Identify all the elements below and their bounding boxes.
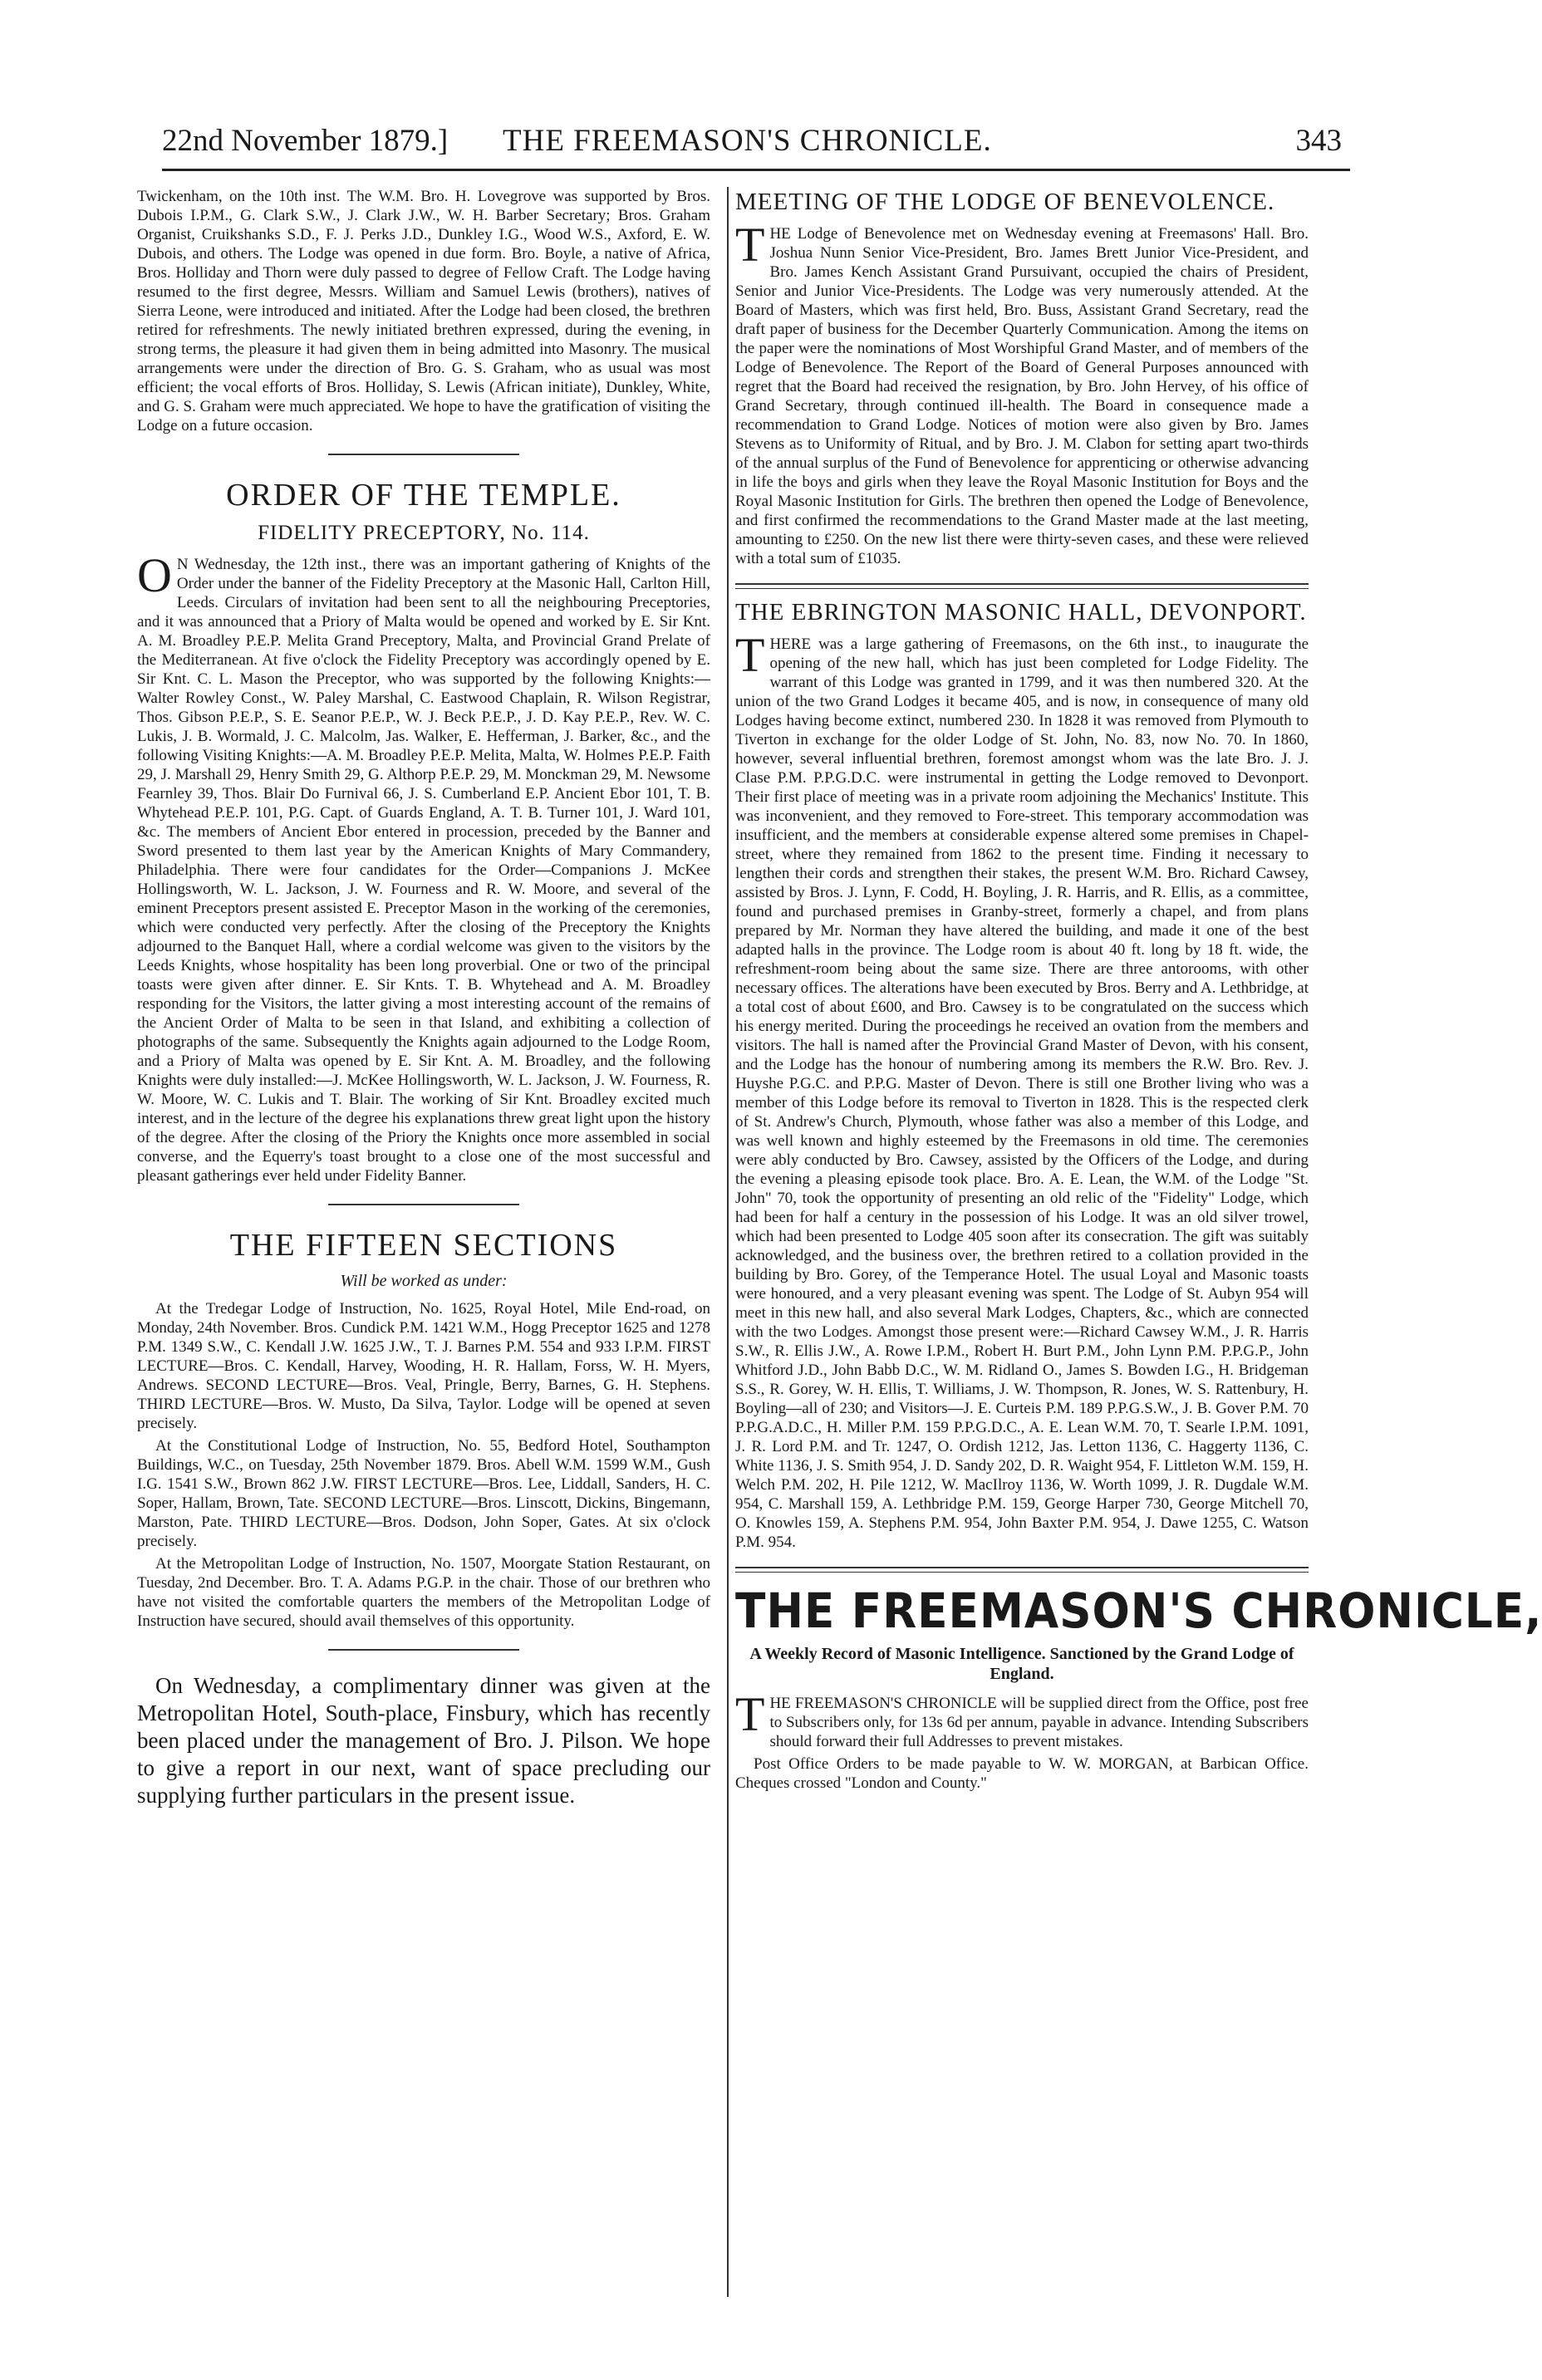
header-date: 22nd November 1879.] (162, 124, 449, 158)
ebrington-body: HERE was a large gathering of Freemasons, on the 6th inst., to inaugurate the opening of the new hall, which has just been completed for Lodge Fidelity. The warrant of this Lodge was granted in 1799, and it was then numbered 320. At the union of the two Grand Lodges it became 405, and is now, in consequence of many old Lodges having become extinct, numbered 230. In 1828 it was removed from Plymouth to Tiverton in exchange for the older Lodge of St. John, No. 83, now No. 70. In 1860, however, several influential brethren, foremost amongst whom was the late Bro. J. J. Clase P.M. P.P.G.D.C. were instrumental in getting the Lodge removed to Devonport. Their first place of meeting was in a private room adjoining the Mechanics' Institute. This was inconvenient, and they removed to Fore-street. This temporary accommodation was insufficient, and the members at considerable expense altered some premises in Chapel-street, where they remained from 1862 to the present time. Finding it necessary to lengthen their cords and strengthen their stakes, the present W.M. Bro. Richard Cawsey, assisted by Bros. J. Lynn, F. Codd, H. Boyling, J. R. Harris, and R. Ellis, as a committee, found and purchased premises in Granby-street, formerly a chapel, and from plans prepared by Mr. Norman they have altered the building, and made it one of the best adapted halls in the province. The Lodge room is about 40 ft. long by 18 ft. wide, the refreshment-room being about the same size. There are three antorooms, with other necessary offices. The alterations have been executed by Bros. Berry and A. Lethbridge, at a total cost of about £600, and Bro. Cawsey is to be congratulated on the success which his energy merited. During the proceedings he received an ovation from the members and visitors. The hall is named after the Provincial Grand Master of Devon, with his consent, and the Lodge has the honour of numbering among its members the R.W. Bro. Rev. J. Huyshe P.G.C. and P.P.G. Master of Devon. There is still one Brother living who was a member of this Lodge before its removal to Tiverton in 1828. This is the respected clerk of St. Andrew's Church, Plymouth, whose father was also a member of this Lodge, and was well known and highly esteemed by the Freemasons in old time. The ceremonies were ably conducted by Bro. Cawsey, assisted by the Officers of the Lodge, and during the evening a pleasing episode took place. Bro. A. E. Lean, the W.M. of the Lodge "St. John" 70, took the opportunity of presenting an old relic of the "Fidelity" Lodge, which had been for half a century in the possession of his Lodge. It was an old silver trowel, which had been presented to Lodge 405 soon after its consecration. The gift was suitably acknowledged, and the business over, the brethren retired to a collation provided in the building by Bro. Gorey, of the Temperance Hotel. The usual Loyal and Masonic toasts were honoured, and a very pleasant evening was spent. The Lodge of St. Aubyn 954 will meet in this new hall, and also several Mark Lodges, Chapters, &c., which are connected with the two Lodges. Amongst those present were:—Richard Cawsey W.M., J. R. Harris S.W., R. Ellis J.W., A. Rowe I.P.M., Robert H. Burt P.M., John Lynn P.M. P.P.G.P., John Whitford J.D., John Babb D.C., W. M. Ridland O., James S. Bowden I.G., H. Bridgeman S.S., R. Gorey, W. H. Ellis, T. Williams, J. W. Thompson, R. Jones, W. S. Rattenbury, H. Boyling—all of 230; and Visitors—J. E. Curteis P.M. 189 P.P.G.S.W., J. B. Gover P.M. 70 P.P.G.A.D.C., H. Miller P.M. 159 P.P.G.D.C., A. E. Lean W.M. 70, T. Searle I.P.M. 1091, J. R. Lord P.M. and Tr. 1247, O. Ordish 1212, Jas. Letton 1136, C. Haggerty 1136, C. White 1136, J. S. Smith 954, J. D. Sandy 202, D. R. Waight 954, F. Littleton W.M. 159, H. Welch P.M. 202, H. Pile 1212, W. MacIlroy 1136, W. Worth 1099, J. R. Dugdale W.M. 954, C. Marshall 159, A. Lethbridge P.M. 159, George Harper 730, George Mitchell 70, O. Knowles 159, A. Stephens P.M. 954, John Baxter P.M. 954, J. Dawe 1255, C. Watson P.M. 954. (735, 635, 1309, 1551)
closing-paragraph: On Wednesday, a complimentary dinner was given at the Metropolitan Hotel, South-place, Finsbury, which has recently been placed under the management of Bro. J. Pilson. We hope to give a report in our next, want of space precluding our supplying further particulars in the present issue. (137, 1673, 710, 1808)
notice-body: HE FREEMASON'S CHRONICLE will be supplied direct from the Office, post free to Subscribers only, for 13s 6d per annum, payable in advance. Intending Subscribers should forward their full Addresses to prevent mistakes. (769, 1695, 1309, 1750)
ebrington-article (735, 628, 1309, 1552)
masthead-title: THE FREEMASON'S CHRONICLE, (735, 1583, 1542, 1639)
column-rule (727, 187, 729, 2297)
left-column (137, 187, 710, 2297)
benevolence-heading: MEETING OF THE LODGE OF BENEVOLENCE. (735, 189, 1275, 215)
tredegar-paragraph: At the Tredegar Lodge of Instruction, No. 1625, Royal Hotel, Mile End-road, on Monday, 24th November. Bros. Cundick P.M. 1421 W.M., Hogg Preceptor 1625 and 1278 P.M. 1349 S.W., C. Kendall J.W. 1625 J.W., T. J. Barnes P.M. 554 and 933 I.P.M. FIRST LECTURE—Bros. C. Kendall, Harvey, Wooding, H. R. Hallam, Forss, W. H. Myers, Andrews. SECOND LECTURE—Bros. Veal, Pringle, Berry, Barnes, G. H. Stephens. THIRD LECTURE—Bros. W. Musto, Da Silva, Taylor. Lodge will be opened at seven precisely. (137, 1300, 710, 1432)
temple-article (137, 548, 710, 1185)
page-number: 343 (1295, 124, 1342, 158)
benevolence-dropcap: T (735, 218, 765, 272)
benevolence-article (735, 218, 1309, 568)
ebrington-dropcap: T (735, 628, 765, 682)
temple-dropcap: O (137, 548, 172, 602)
header-title: THE FREEMASON'S CHRONICLE. (503, 124, 992, 158)
page-header (162, 123, 1350, 164)
twickenham-paragraph: Twickenham, on the 10th inst. The W.M. Bro. H. Lovegrove was supported by Bros. Dubois I.P.M., G. Clark S.W., J. Clark J.W., W. H. Barber Secretary; Bros. Graham Organist, Cruikshanks S.D., F. J. Perks J.D., Dunkley I.G., Wood W.S., Axford, E. W. Dubois, and others. The Lodge was opened in due form. Bro. Boyle, a native of Africa, Bros. Holliday and Thorn were duly passed to degree of Fellow Craft. The Lodge having resumed to the first degree, Messrs. William and Samuel Lewis (brothers), natives of Sierra Leone, were introduced and initiated. After the Lodge had been closed, the brethren retired for refreshments. The newly initiated brethren expressed, during the evening, in strong terms, the pleasure it had given them in being admitted into Masonry. The musical arrangements were under the direction of Bro. G. S. Graham, who as usual was most efficient; the vocal efforts of Bros. Holliday, S. Lewis (African initiate), Dunkley, White, and G. S. Graham were much appreciated. We hope to have the gratification of visiting the Lodge on a future occasion. (137, 188, 710, 434)
masthead-tagline: A Weekly Record of Masonic Intelligence. Sanctioned by the Grand Lodge of England. (749, 1645, 1294, 1683)
section-divider (328, 454, 519, 455)
temple-body: N Wednesday, the 12th inst., there was an important gathering of Knights of the Order under the banner of the Fidelity Preceptory at the Masonic Hall, Carlton Hill, Leeds. Circulars of invitation had been sent to all the neighbouring Preceptories, and it was announced that a Priory of Malta would be opened and worked by E. Sir Knt. A. M. Broadley P.E.P. Melita Grand Preceptory, Malta, and Provincial Grand Prelate of the Mediterranean. At five o'clock the Fidelity Preceptory was accordingly opened by E. Sir Knt. C. L. Mason the Preceptor, who was supported by the following Knights:— Walter Rowley Const., W. Paley Marshal, C. Eastwood Chaplain, R. Wilson Registrar, Thos. Gibson P.E.P., S. E. Seanor P.E.P., W. J. Beck P.E.P., J. D. Kay P.E.P., Rev. W. C. Lukis, J. B. Wormald, J. C. Malcolm, Jas. Walker, E. Hefferman, J. Barker, &c., and the following Visiting Knights:—A. M. Broadley P.E.P. Melita, Malta, W. Holmes P.E.P. Faith 29, J. Marshall 29, Henry Smith 29, G. Althorp P.E.P. 29, M. Monckman 29, M. Newsome Fearnley 39, Thos. Blair Do Furnival 66, J. S. Cumberland E.P. Ancient Ebor 101, T. B. Whytehead P.E.P. 101, P.G. Capt. of Guards England, A. T. B. Turner 101, J. Ward 101, &c. The members of Ancient Ebor entered in procession, preceded by the Banner and Sword presented to them last year by the American Knights of Mary Commandery, Philadelphia. There were four candidates for the Order—Companions J. McKee Hollingsworth, W. L. Jackson, J. W. Fourness and R. W. Moore, and several of the eminent Preceptors present assisted E. Preceptor Mason in the working of the ceremonies, which were conducted very perfectly. After the closing of the Preceptory the Knights adjourned to the Banquet Hall, where a cordial welcome was given to the visitors by the Leeds Knights, whose hospitality has been long proverbial. One or two of the principal toasts were given after dinner. E. Sir Knts. T. B. Whytehead and A. M. Broadley responding for the Visitors, the latter giving a most interesting account of the remains of the Ancient Order of Malta to be seen in that Island, and exhibiting a collection of photographs of the same. Subsequently the Knights again adjourned to the Lodge Room, and a Priory of Malta was opened by E. Sir Knt. A. M. Broadley, and the following Knights were duly installed:—J. McKee Hollingsworth, W. L. Jackson, J. W. Fourness, R. W. Moore, W. C. Lukis and T. Blair. The working of Sir Knt. Broadley excited much interest, and in the lecture of the degree his explanations threw great light upon the history of the degree. After the closing of the Priory the Knights once more assembled in social converse, and the Equerry's toast brought to a close one of the most successful and pleasant gatherings ever held under Fidelity Banner. (137, 556, 710, 1185)
header-rule (162, 169, 1350, 171)
temple-subheading: FIDELITY PRECEPTORY, No. 114. (258, 522, 590, 544)
subscription-notice (735, 1687, 1309, 1751)
fifteen-intro: Will be worked as under: (340, 1272, 508, 1290)
temple-heading: ORDER OF THE TEMPLE. (226, 478, 621, 513)
right-column (735, 187, 1542, 2297)
benevolence-body: HE Lodge of Benevolence met on Wednesday evening at Freemasons' Hall. Bro. Joshua Nunn Senior Vice-President, Bro. James Brett Junior Vice-President, and Bro. James Kench Assistant Grand Pursuivant, occupied the chairs of President, Senior and Junior Vice-Presidents. The Lodge was very numerously attended. At the Board of Masters, which was first held, Bro. Buss, Assistant Grand Secretary, read the draft paper of business for the December Quarterly Communication. Among the items on the paper were the nominations of Most Worshipful Grand Master, and of members of the Lodge of Benevolence. The Report of the Board of General Purposes announced with regret that the Board had received the resignation, by Bro. John Hervey, of his office of Grand Secretary, through continued ill-health. The Board in consequence made a recommendation to Grand Lodge. Notices of motion were also given by Bro. James Stevens as to Uniformity of Ritual, and by Bro. J. M. Clabon for setting apart two-thirds of the annual surplus of the Fund of Benevolence for apprenticing or otherwise advancing in life the boys and girls when they leave the Royal Masonic Institution for Boys and the Royal Masonic Institution for Girls. The brethren then opened the Lodge of Benevolence, and first confirmed the recommendations to the Grand Master made at the last meeting, amounting to £250. On the new list there were thirty-seven cases, and these were relieved with a total sum of £1035. (735, 225, 1309, 567)
ebrington-heading: THE EBRINGTON MASONIC HALL, DEVONPORT. (735, 599, 1307, 626)
section-divider (735, 583, 1309, 589)
section-divider (328, 1649, 519, 1651)
section-divider (328, 1204, 519, 1205)
constitutional-paragraph: At the Constitutional Lodge of Instruction, No. 55, Bedford Hotel, Southampton Buildings, W.C., on Tuesday, 25th November 1879. Bros. Abell W.M. 1599 W.M., Gush I.G. 1541 S.W., Brown 862 J.W. FIRST LECTURE—Bros. Lee, Liddall, Sanders, H. C. Soper, Hallam, Brown, Tate. SECOND LECTURE—Bros. Linscott, Dickins, Bingemann, Marston, Pate. THIRD LECTURE—Bros. Dodson, John Soper, Gates. At six o'clock precisely. (137, 1437, 710, 1550)
metropolitan-paragraph: At the Metropolitan Lodge of Instruction, No. 1507, Moorgate Station Restaurant, on Tuesday, 2nd December. Bro. T. A. Adams P.G.P. in the chair. Those of our brethren who have not visited the comfortable quarters the members of the Metropolitan Lodge of Instruction have secured, should avail themselves of this opportunity. (137, 1555, 710, 1630)
fifteen-heading: THE FIFTEEN SECTIONS (229, 1228, 618, 1263)
notice-dropcap: T (735, 1687, 765, 1741)
section-divider (735, 1567, 1309, 1573)
postal-notice: Post Office Orders to be made payable to W. W. MORGAN, at Barbican Office. Cheques crossed "London and County." (735, 1755, 1309, 1792)
